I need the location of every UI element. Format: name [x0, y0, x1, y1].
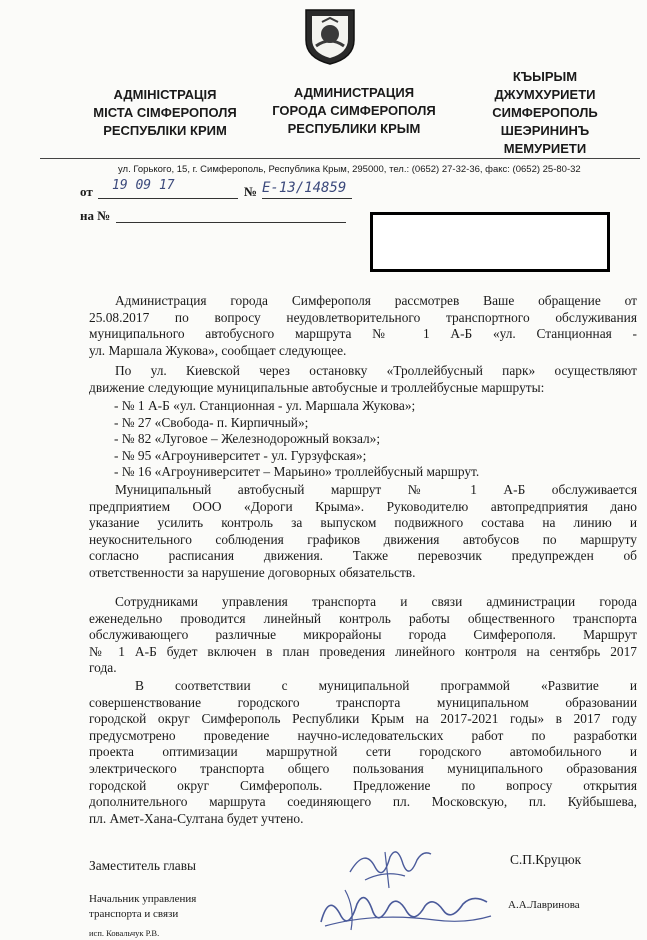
text-line: указание усилить контроль за выпуском подвижного состава на линию и [89, 515, 637, 531]
head-title-line-1: Начальник управления [89, 893, 197, 905]
coat-of-arms-icon [302, 6, 358, 66]
text-line: обслуживающего различные микрорайоны города Симферополя. Маршрут [89, 627, 637, 643]
header-line: СИМФЕРОПОЛЬ [492, 105, 598, 120]
header-line: ГОРОДА СИМФЕРОПОЛЯ [272, 103, 436, 118]
text-line: ответственности за нарушение договорных обязательств. [89, 564, 416, 580]
number-field-line [262, 198, 352, 199]
number-label: № [244, 184, 258, 199]
header-line: МІСТА СІМФЕРОПОЛЯ [93, 105, 237, 120]
on-number-label: на № [80, 208, 111, 223]
from-label: от [80, 184, 93, 199]
list-item: - № 82 «Луговое – Железнодорожный вокзал»; [114, 431, 381, 447]
text-line: 25.08.2017 по вопросу неудовлетворительного транспортного обслуживания [89, 309, 637, 325]
head-name: А.А.Лавринова [508, 899, 580, 911]
list-item: - № 95 «Агроуниверситет - ул. Гурзуфская»; [114, 447, 367, 463]
text-line: дополнительного маршрута соединяющего пл. Московскую, пл. Куйбышева, [89, 794, 637, 810]
header-line: АДМІНІСТРАЦІЯ [113, 87, 217, 102]
on-number-field-line [116, 222, 346, 223]
header-rule [40, 158, 640, 159]
deputy-name: С.П.Круцюк [510, 852, 582, 867]
date-field-line [98, 198, 238, 199]
header-line: АДМИНИСТРАЦИЯ [293, 85, 415, 100]
text-line: года. [89, 660, 117, 676]
list-item: - № 27 «Свобода- п. Кирпичный»; [114, 414, 309, 430]
text-line: городской округ Симферополь Республики Крым на 2017-2021 годы» в 2017 году [89, 711, 637, 727]
text-line: ул. Маршала Жукова», сообщает следующее. [89, 342, 347, 358]
text-line: движение следующие муниципальные автобусные и троллейбусные маршруты: [89, 379, 545, 395]
list-item: - № 16 «Агроуниверситет – Марьино» троллейбусный маршрут. [114, 464, 480, 480]
text-line: Сотрудниками управления транспорта и связи администрации города [115, 594, 637, 609]
address-line: ул. Горького, 15, г. Симферополь, Республика Крым, 295000, тел.: (0652) 27-32-36, факс: (0652) 25-80-32 [118, 164, 581, 175]
text-line: предприятием ООО «Дороги Крыма». Руководителю автопредприятия дано [89, 498, 637, 514]
paragraph-5 [89, 678, 637, 827]
list-item: - № 1 А-Б «ул. Станционная - ул. Маршала Жукова»; [114, 398, 416, 413]
text-line: проекта оптимизации маршрутной сети городского автомобильного и [89, 744, 637, 760]
paragraph-1 [89, 293, 637, 359]
signature-lavrinova-icon [315, 882, 495, 934]
header-line: РЕСПУБЛІКИ КРИМ [103, 123, 227, 138]
header-crimean-tatar [450, 68, 640, 158]
text-line: По ул. Киевской через остановку «Троллейбусный парк» осуществляют [115, 363, 637, 378]
text-line: Администрация города Симферополя рассмотрев Ваше обращение от [115, 293, 637, 308]
header-line: МЕМУРИЕТИ [503, 141, 587, 156]
text-line: В соответствии с муниципальной программой «Развитие и [135, 678, 637, 693]
header-line: ДЖУМХУРИЕТИ [494, 87, 596, 102]
redacted-addressee-box [370, 212, 610, 272]
header-line: РЕСПУБЛИКИ КРЫМ [287, 121, 421, 136]
text-line: пл. Амет-Хана-Султана будет учтено. [89, 810, 304, 826]
header-line: ШЕЭРИНИНЪ [500, 123, 590, 138]
header-line: КЪЫРЫМ [512, 69, 578, 84]
text-line: муниципального автобусного маршрута № 1 А-Б «ул. Станционная - [89, 326, 637, 342]
text-line: еженедельно проводится линейный контроль работы общественного транспорта [89, 610, 637, 626]
paragraph-2 [89, 363, 637, 396]
deputy-title: Заместитель главы [89, 858, 197, 873]
routes-list [114, 398, 647, 481]
text-line: городской округ Симферополь. Предложение по вопросу открытия [89, 777, 637, 793]
number-handwritten: Е-13/14859 [262, 180, 347, 196]
header-russian [254, 84, 454, 138]
head-title-line-2: транспорта и связи [89, 908, 179, 920]
header-ukrainian [70, 86, 260, 140]
text-line: совершенствование городского транспорта муниципальном образовании [89, 694, 637, 710]
text-line: Муниципальный автобусный маршрут № 1 А-Б обслуживается [115, 482, 637, 497]
text-line: неукоснительного соблюдения графиков движения автобусов по маршруту [89, 531, 637, 547]
text-line: электрического транспорта общего пользования муниципального образования [89, 760, 637, 776]
text-line: согласно расписания движения. Также перевозчик предупрежден об [89, 548, 637, 564]
paragraph-3 [89, 482, 637, 582]
text-line: № 1 А-Б будет включен в план проведения линейного контроля на сентябрь 2017 [89, 643, 637, 659]
executor-line: исп. Ковальчук Р.В. [89, 928, 160, 938]
date-handwritten: 19 09 17 [112, 178, 175, 193]
text-line: предусмотрено проведение научно-иследовательских работ по разработки [89, 727, 637, 743]
paragraph-4 [89, 594, 637, 677]
